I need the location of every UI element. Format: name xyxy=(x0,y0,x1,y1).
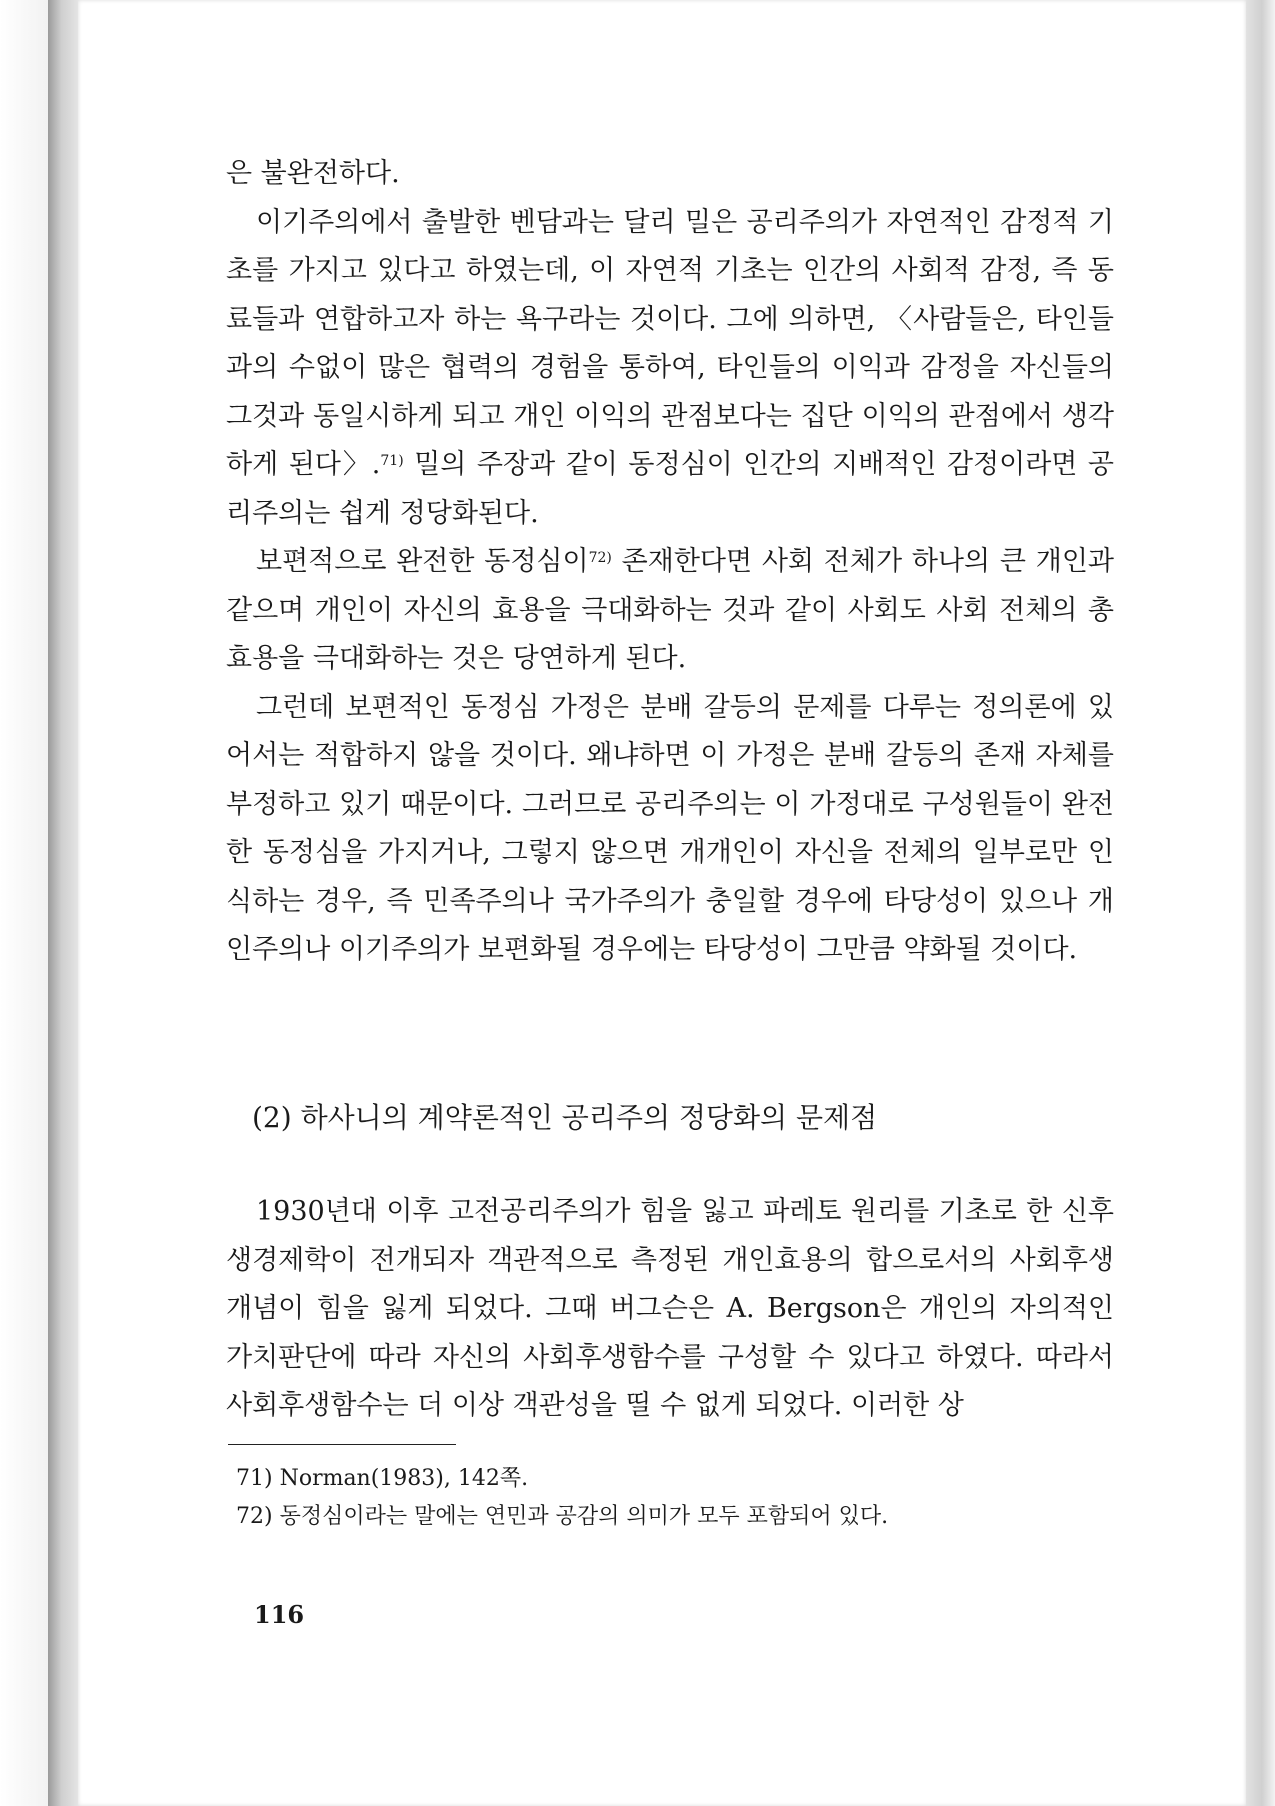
page-number: 116 xyxy=(254,1600,305,1629)
section-heading: (2) 하사니의 계약론적인 공리주의 정당화의 문제점 xyxy=(252,1101,878,1134)
paragraph: 그런데 보편적인 동정심 가정은 분배 갈등의 문제를 다루는 정의론에 있어서는 적합하지 않을 것이다. 왜냐하면 이 가정은 분배 갈등의 존재 자체를 부정하고 있기 때문이다. 그러므로 공리주의는 이 가정대로 구성원들이 완전한 동정심을 가지거나, 그렇지 않으면 개개인이 자신을 전체의 일부로만 인식하는 경우, 즉 민족주의나 국가주의가 충일할 경우에 타당성이 있으나 개인주의나 이기주의가 보편화될 경우에는 타당성이 그만큼 약화될 것이다. xyxy=(226,691,1114,965)
spine-shadow xyxy=(0,0,48,1806)
book-spine xyxy=(48,0,78,1806)
paragraph xyxy=(226,538,1114,684)
footnote: 71) Norman(1983), 142쪽. xyxy=(236,1466,529,1491)
body-text xyxy=(226,150,1114,975)
footnotes xyxy=(236,1460,1096,1536)
footnote-rule xyxy=(228,1444,456,1445)
paragraph-text: 밀의 주장과 같이 동정심이 인간의 지배적인 감정이라면 공리주의는 쉽게 정당화된다. xyxy=(226,449,1114,529)
footnote-ref: 71) xyxy=(380,453,404,469)
paragraph: 1930년대 이후 고전공리주의가 힘을 잃고 파레토 원리를 기초로 한 신후생경제학이 전개되자 객관적으로 측정된 개인효용의 합으로서의 사회후생 개념이 힘을 잃게 되었다. 그때 버그슨은 A. Bergson은 개인의 자의적인 가치판단에 따라 자신의 사회후생함수를 구성할 수 있다고 하였다. 따라서 사회후생함수는 더 이상 객관성을 띨 수 없게 되었다. 이러한 상 xyxy=(226,1196,1114,1421)
paragraph xyxy=(226,199,1114,539)
page-edge xyxy=(1246,0,1275,1806)
paragraph: 은 불완전하다. xyxy=(226,158,400,189)
body-text xyxy=(226,1188,1114,1431)
footnote: 72) 동정심이라는 말에는 연민과 공감의 의미가 모두 포함되어 있다. xyxy=(236,1504,889,1529)
paragraph-text: 이기주의에서 출발한 벤담과는 달리 밀은 공리주의가 자연적인 감정적 기초를 가지고 있다고 하였는데, 이 자연적 기초는 인간의 사회적 감정, 즉 동료들과 연합하고자 하는 욕구라는 것이다. 그에 의하면, 〈사람들은, 타인들과의 수없이 많은 협력의 경험을 통하여, 타인들의 이익과 감정을 자신들의 그것과 동일시하게 되고 개인 이익의 관점보다는 집단 이익의 관점에서 생각하게 된다〉. xyxy=(226,206,1114,480)
footnote-ref: 72) xyxy=(588,550,612,566)
paragraph-text: 존재한다면 사회 전체가 하나의 큰 개인과 같으며 개인이 자신의 효용을 극대화하는 것과 같이 사회도 사회 전체의 총효용을 극대화하는 것은 당연하게 된다. xyxy=(226,546,1115,674)
paragraph-text: 보편적으로 완전한 동정심이 xyxy=(256,546,589,577)
